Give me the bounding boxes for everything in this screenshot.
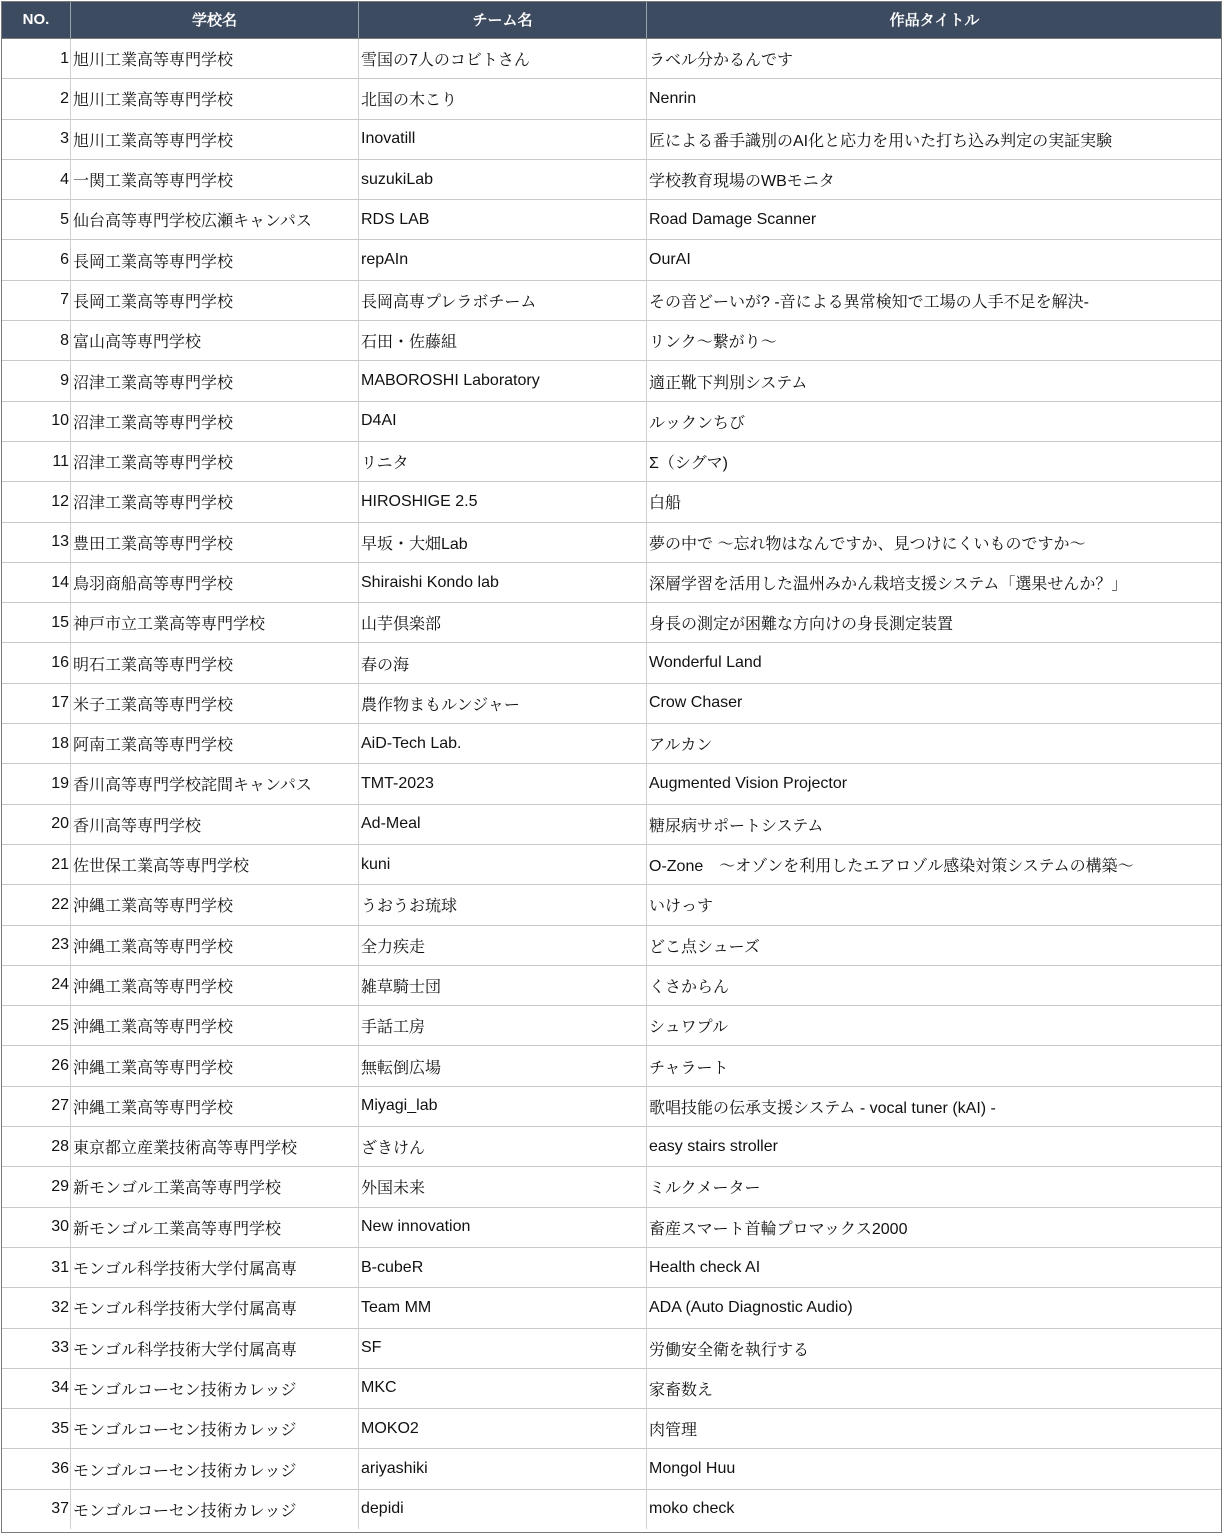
table-body [2, 39, 1223, 1529]
cell-team: D4AI [359, 401, 647, 441]
cell-school: 旭川工業高等専門学校 [71, 39, 359, 79]
cell-no: 25 [2, 1006, 71, 1046]
cell-no: 1 [2, 39, 71, 79]
cell-team: 全力疾走 [359, 925, 647, 965]
table-row [2, 200, 1223, 240]
cell-team: ざきけん [359, 1127, 647, 1167]
table-row [2, 1288, 1223, 1328]
cell-title: Road Damage Scanner [647, 200, 1223, 240]
cell-team: 無転倒広場 [359, 1046, 647, 1086]
table-row [2, 1409, 1223, 1449]
cell-title: Mongol Huu [647, 1449, 1223, 1489]
cell-title: 身長の測定が困難な方向けの身長測定装置 [647, 603, 1223, 643]
cell-title: いけっす [647, 885, 1223, 925]
cell-school: 香川高等専門学校 [71, 804, 359, 844]
table-row [2, 1489, 1223, 1529]
table-row [2, 280, 1223, 320]
cell-team: うおうお琉球 [359, 885, 647, 925]
table-row [2, 683, 1223, 723]
cell-school: モンゴルコーセン技術カレッジ [71, 1449, 359, 1489]
table-row [2, 240, 1223, 280]
table-row [2, 562, 1223, 602]
table-row [2, 1046, 1223, 1086]
cell-team: 北国の木こり [359, 79, 647, 119]
cell-no: 4 [2, 159, 71, 199]
table-row [2, 1368, 1223, 1408]
table-row [2, 885, 1223, 925]
cell-team: B-cubeR [359, 1247, 647, 1287]
cell-title: 学校教育現場のWBモニタ [647, 159, 1223, 199]
header-no: NO. [2, 1, 71, 39]
cell-team: Miyagi_lab [359, 1086, 647, 1126]
cell-no: 15 [2, 603, 71, 643]
table-row [2, 79, 1223, 119]
cell-team: 長岡高専プレラボチーム [359, 280, 647, 320]
table-row [2, 39, 1223, 79]
cell-no: 28 [2, 1127, 71, 1167]
cell-no: 37 [51, 1500, 69, 1518]
cell-no: 19 [2, 764, 71, 804]
cell-no: 29 [2, 1167, 71, 1207]
cell-title: ミルクメーター [647, 1167, 1223, 1207]
cell-team: kuni [359, 844, 647, 884]
cell-title: 家畜数え [647, 1368, 1223, 1408]
cell-title: 畜産スマート首輪プロマックス2000 [647, 1207, 1223, 1247]
cell-team: AiD-Tech Lab. [359, 724, 647, 764]
cell-title: O-Zone 〜オゾンを利用したエアロゾル感染対策システムの構築〜 [647, 844, 1223, 884]
cell-school: 沖縄工業高等専門学校 [71, 965, 359, 1005]
cell-title: ADA (Auto Diagnostic Audio) [647, 1288, 1223, 1328]
cell-no: 12 [2, 482, 71, 522]
cell-title: アルカン [647, 724, 1223, 764]
cell-school: 一関工業高等専門学校 [71, 159, 359, 199]
cell-title: その音どーいが? -音による異常検知で工場の人手不足を解決- [647, 280, 1223, 320]
cell-title: 匠による番手識別のAI化と応力を用いた打ち込み判定の実証実験 [647, 119, 1223, 159]
cell-title: 肉管理 [647, 1409, 1223, 1449]
cell-no: 20 [2, 804, 71, 844]
header-title: 作品タイトル [647, 1, 1223, 39]
cell-school: 沼津工業高等専門学校 [71, 482, 359, 522]
cell-title: 白船 [647, 482, 1223, 522]
table-row [2, 844, 1223, 884]
cell-school: 佐世保工業高等専門学校 [71, 844, 359, 884]
cell-no: 35 [2, 1409, 71, 1449]
cell-school: 阿南工業高等専門学校 [71, 724, 359, 764]
cell-team: MKC [359, 1368, 647, 1408]
cell-school: 神戸市立工業高等専門学校 [71, 603, 359, 643]
cell-no: 11 [2, 441, 71, 481]
cell-school: 長岡工業高等専門学校 [71, 280, 359, 320]
cell-title: easy stairs stroller [647, 1127, 1223, 1167]
cell-team: 雑草騎士団 [359, 965, 647, 1005]
cell-team: Shiraishi Kondo lab [359, 562, 647, 602]
cell-school: モンゴルコーセン技術カレッジ [71, 1368, 359, 1408]
cell-title: 糖尿病サポートシステム [647, 804, 1223, 844]
table-row [2, 482, 1223, 522]
cell-school: 香川高等専門学校詫間キャンパス [71, 764, 359, 804]
cell-no: 7 [2, 280, 71, 320]
table-row [2, 321, 1223, 361]
table-row [2, 119, 1223, 159]
table-row [2, 965, 1223, 1005]
cell-school: 沖縄工業高等専門学校 [71, 885, 359, 925]
cell-no: 27 [2, 1086, 71, 1126]
cell-team: Ad-Meal [359, 804, 647, 844]
table-row [2, 441, 1223, 481]
cell-team: Inovatill [359, 119, 647, 159]
cell-school: 明石工業高等専門学校 [71, 643, 359, 683]
cell-team: 早坂・大畑Lab [359, 522, 647, 562]
cell-no: 21 [2, 844, 71, 884]
cell-school: 沼津工業高等専門学校 [71, 361, 359, 401]
cell-school: 沼津工業高等専門学校 [71, 441, 359, 481]
table-row [2, 724, 1223, 764]
cell-title: 歌唱技能の伝承支援システム - vocal tuner (kAI) - [647, 1086, 1223, 1126]
cell-title: くさからん [647, 965, 1223, 1005]
cell-no: 10 [2, 401, 71, 441]
cell-school: 富山高等専門学校 [71, 321, 359, 361]
cell-school: モンゴルコーセン技術カレッジ [71, 1489, 359, 1529]
table-row [2, 1207, 1223, 1247]
cell-no: 36 [2, 1449, 71, 1489]
cell-no: 6 [2, 240, 71, 280]
cell-team: Team MM [359, 1288, 647, 1328]
cell-title: シュワプル [647, 1006, 1223, 1046]
cell-title: 夢の中で 〜忘れ物はなんですか、見つけにくいものですか〜 [647, 522, 1223, 562]
cell-no: 16 [2, 643, 71, 683]
cell-no: 2 [2, 79, 71, 119]
cell-no: 23 [2, 925, 71, 965]
cell-no: 13 [2, 522, 71, 562]
table-row [2, 401, 1223, 441]
cell-school: 旭川工業高等専門学校 [71, 119, 359, 159]
cell-team: 農作物まもルンジャー [359, 683, 647, 723]
cell-title: Health check AI [647, 1247, 1223, 1287]
cell-school: 沼津工業高等専門学校 [71, 401, 359, 441]
cell-team: 外国未来 [359, 1167, 647, 1207]
cell-title: Wonderful Land [647, 643, 1223, 683]
cell-team: New innovation [359, 1207, 647, 1247]
cell-school: 豊田工業高等専門学校 [71, 522, 359, 562]
cell-team: 雪国の7人のコビトさん [359, 39, 647, 79]
cell-title: ルックンちび [647, 401, 1223, 441]
cell-no: 26 [2, 1046, 71, 1086]
cell-no: 5 [2, 200, 71, 240]
cell-school: 沖縄工業高等専門学校 [71, 1006, 359, 1046]
cell-title: チャラート [647, 1046, 1223, 1086]
cell-team: depidi [359, 1489, 647, 1529]
entries-sheet [1, 1, 1222, 1533]
table-row [2, 804, 1223, 844]
cell-school: 長岡工業高等専門学校 [71, 240, 359, 280]
table-row [2, 1328, 1223, 1368]
cell-team: 春の海 [359, 643, 647, 683]
cell-no: 34 [2, 1368, 71, 1408]
table-row [2, 1127, 1223, 1167]
table-header [2, 1, 1223, 39]
table-row [2, 925, 1223, 965]
cell-team: 山芋倶楽部 [359, 603, 647, 643]
cell-team: suzukiLab [359, 159, 647, 199]
cell-title: Σ（シグマ) [647, 441, 1223, 481]
cell-title: 労働安全衛を執行する [647, 1328, 1223, 1368]
cell-school: モンゴル科学技術大学付属高専 [71, 1288, 359, 1328]
table-row [2, 1247, 1223, 1287]
cell-school: 米子工業高等専門学校 [71, 683, 359, 723]
cell-no: 9 [2, 361, 71, 401]
cell-school: 鳥羽商船高等専門学校 [71, 562, 359, 602]
cell-school: 沖縄工業高等専門学校 [71, 1046, 359, 1086]
cell-team: ariyashiki [359, 1449, 647, 1489]
entries-table [1, 1, 1222, 1529]
cell-title: Nenrin [647, 79, 1223, 119]
cell-school: モンゴルコーセン技術カレッジ [71, 1409, 359, 1449]
cell-team: MOKO2 [359, 1409, 647, 1449]
cell-title: 適正靴下判別システム [647, 361, 1223, 401]
cell-team: TMT-2023 [359, 764, 647, 804]
cell-title: リンク〜繋がり〜 [647, 321, 1223, 361]
cell-no: 32 [2, 1288, 71, 1328]
cell-school: 東京都立産業技術高等専門学校 [71, 1127, 359, 1167]
cell-school: 新モンゴル工業高等専門学校 [71, 1207, 359, 1247]
table-row [2, 159, 1223, 199]
cell-team: 石田・佐藤組 [359, 321, 647, 361]
cell-school: 沖縄工業高等専門学校 [71, 1086, 359, 1126]
cell-school: モンゴル科学技術大学付属高専 [71, 1247, 359, 1287]
cell-no: 17 [2, 683, 71, 723]
cell-title: Crow Chaser [647, 683, 1223, 723]
table-row [2, 361, 1223, 401]
table-row [2, 1006, 1223, 1046]
header-row [2, 1, 1223, 39]
table-row [2, 603, 1223, 643]
cell-no: 30 [2, 1207, 71, 1247]
cell-no: 3 [2, 119, 71, 159]
header-school: 学校名 [71, 1, 359, 39]
cell-no: 33 [2, 1328, 71, 1368]
cell-title: moko check [647, 1489, 1223, 1529]
cell-title: Augmented Vision Projector [647, 764, 1223, 804]
cell-no: 18 [2, 724, 71, 764]
cell-no: 8 [2, 321, 71, 361]
table-row [2, 1086, 1223, 1126]
cell-team: SF [359, 1328, 647, 1368]
cell-title: 深層学習を活用した温州みかん栽培支援システム「選果せんか？」 [647, 562, 1223, 602]
cell-team: MABOROSHI Laboratory [359, 361, 647, 401]
cell-school: 旭川工業高等専門学校 [71, 79, 359, 119]
cell-no: 22 [2, 885, 71, 925]
cell-team: RDS LAB [359, 200, 647, 240]
cell-no: 31 [2, 1247, 71, 1287]
cell-school: 仙台高等専門学校広瀬キャンパス [71, 200, 359, 240]
cell-team: 手話工房 [359, 1006, 647, 1046]
table-row [2, 1167, 1223, 1207]
cell-title: ラベル分かるんです [647, 39, 1223, 79]
table-row [2, 522, 1223, 562]
cell-school: モンゴル科学技術大学付属高専 [71, 1328, 359, 1368]
cell-team: repAIn [359, 240, 647, 280]
header-team: チーム名 [359, 1, 647, 39]
table-row [2, 764, 1223, 804]
cell-no: 24 [2, 965, 71, 1005]
cell-no: 14 [2, 562, 71, 602]
cell-school: 沖縄工業高等専門学校 [71, 925, 359, 965]
cell-team: リニタ [359, 441, 647, 481]
cell-team: HIROSHIGE 2.5 [359, 482, 647, 522]
cell-title: OurAI [647, 240, 1223, 280]
table-row [2, 1449, 1223, 1489]
cell-title: どこ点シューズ [647, 925, 1223, 965]
cell-school: 新モンゴル工業高等専門学校 [71, 1167, 359, 1207]
table-row [2, 643, 1223, 683]
